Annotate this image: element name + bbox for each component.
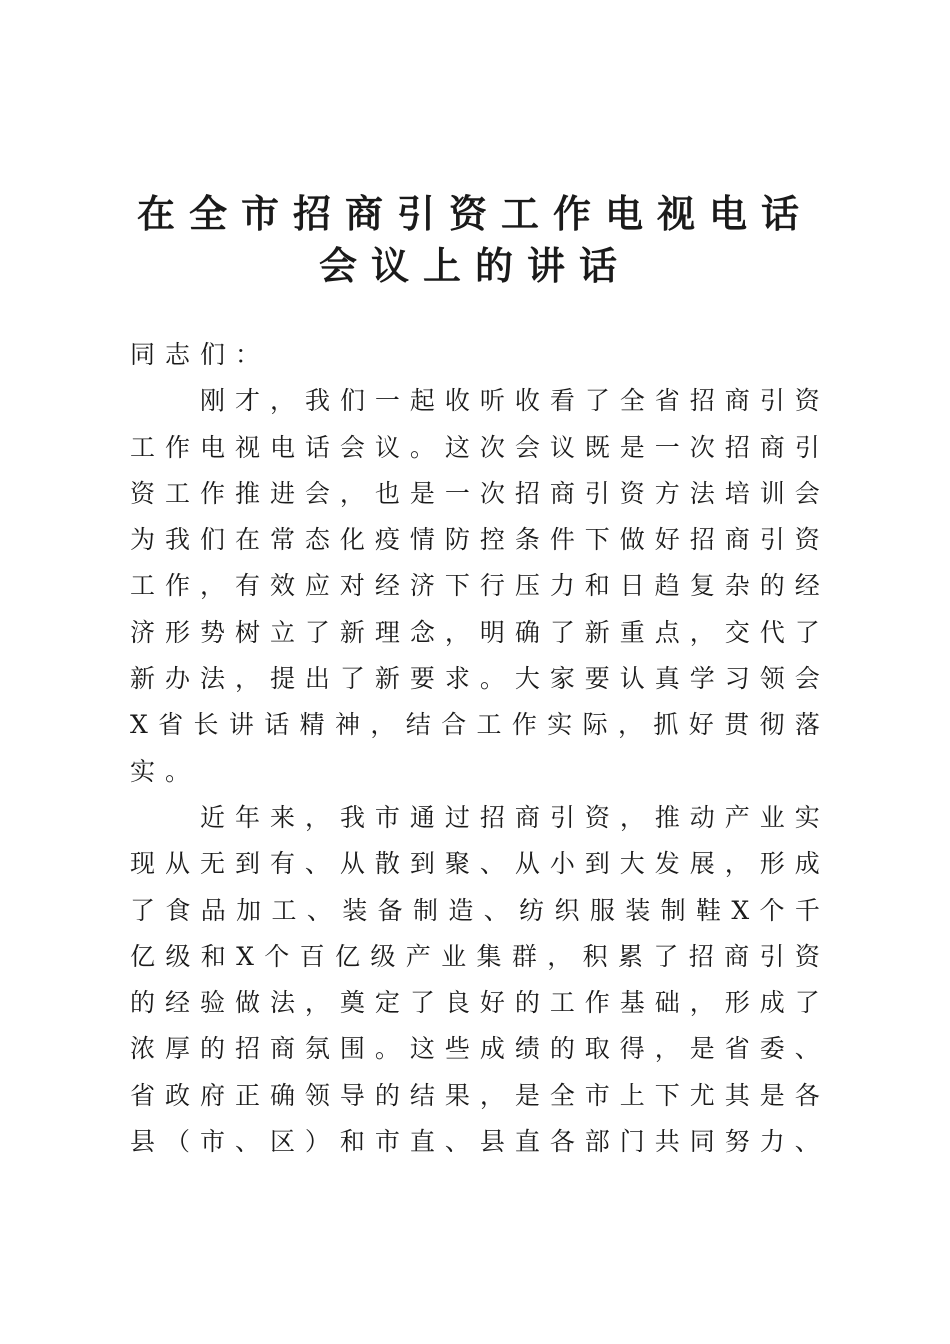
text-line: 刚 才 ， 我 们 一 起 收 听 收 看 了 全 省 招 商 引 资: [200, 386, 820, 416]
text-line: 省 政 府 正 确 领 导 的 结 果 ， 是 全 市 上 下 尤 其 是 各: [130, 1080, 820, 1110]
text-line: 工 作 ， 有 效 应 对 经 济 下 行 压 力 和 日 趋 复 杂 的 经: [130, 571, 820, 601]
salutation: 同 志 们 ：: [130, 340, 261, 369]
title-line-1: 在全市招商引资工作电视电话: [136, 191, 813, 236]
title-line-2: 会议上的讲话: [318, 243, 631, 288]
text-line: 新 办 法 ， 提 出 了 新 要 求 。 大 家 要 认 真 学 习 领 会: [130, 664, 820, 694]
text-line: X 省 长 讲 话 精 神 ， 结 合 工 作 实 际 ， 抓 好 贯 彻 落: [130, 710, 820, 740]
paragraph: [130, 378, 820, 795]
speech-body: [130, 332, 820, 1165]
speech-title: [0, 188, 950, 292]
text-line: 的 经 验 做 法 ， 奠 定 了 良 好 的 工 作 基 础 ， 形 成 了: [130, 988, 820, 1018]
text-line: 了 食 品 加 工 、 装 备 制 造 、 纺 织 服 装 制 鞋 X 个 千: [130, 895, 820, 925]
text-line: 实 。: [130, 756, 191, 786]
text-line: 济 形 势 树 立 了 新 理 念 ， 明 确 了 新 重 点 ， 交 代 了: [130, 617, 820, 647]
text-line: 为 我 们 在 常 态 化 疫 情 防 控 条 件 下 做 好 招 商 引 资: [130, 525, 820, 555]
text-line: 亿 级 和 X 个 百 亿 级 产 业 集 群 ， 积 累 了 招 商 引 资: [130, 941, 820, 971]
paragraph: [130, 795, 820, 1165]
text-line: 近 年 来 ， 我 市 通 过 招 商 引 资 ， 推 动 产 业 实: [200, 802, 820, 832]
text-line: 现 从 无 到 有 、 从 散 到 聚 、 从 小 到 大 发 展 ， 形 成: [130, 849, 820, 879]
text-line: 县 （ 市 、 区 ） 和 市 直 、 县 直 各 部 门 共 同 努 力 、: [130, 1127, 820, 1157]
text-line: 浓 厚 的 招 商 氛 围 。 这 些 成 绩 的 取 得 ， 是 省 委 、: [130, 1034, 820, 1064]
text-line: 资 工 作 推 进 会 ， 也 是 一 次 招 商 引 资 方 法 培 训 会: [130, 478, 820, 508]
text-line: 工 作 电 视 电 话 会 议 。 这 次 会 议 既 是 一 次 招 商 引: [130, 432, 820, 462]
